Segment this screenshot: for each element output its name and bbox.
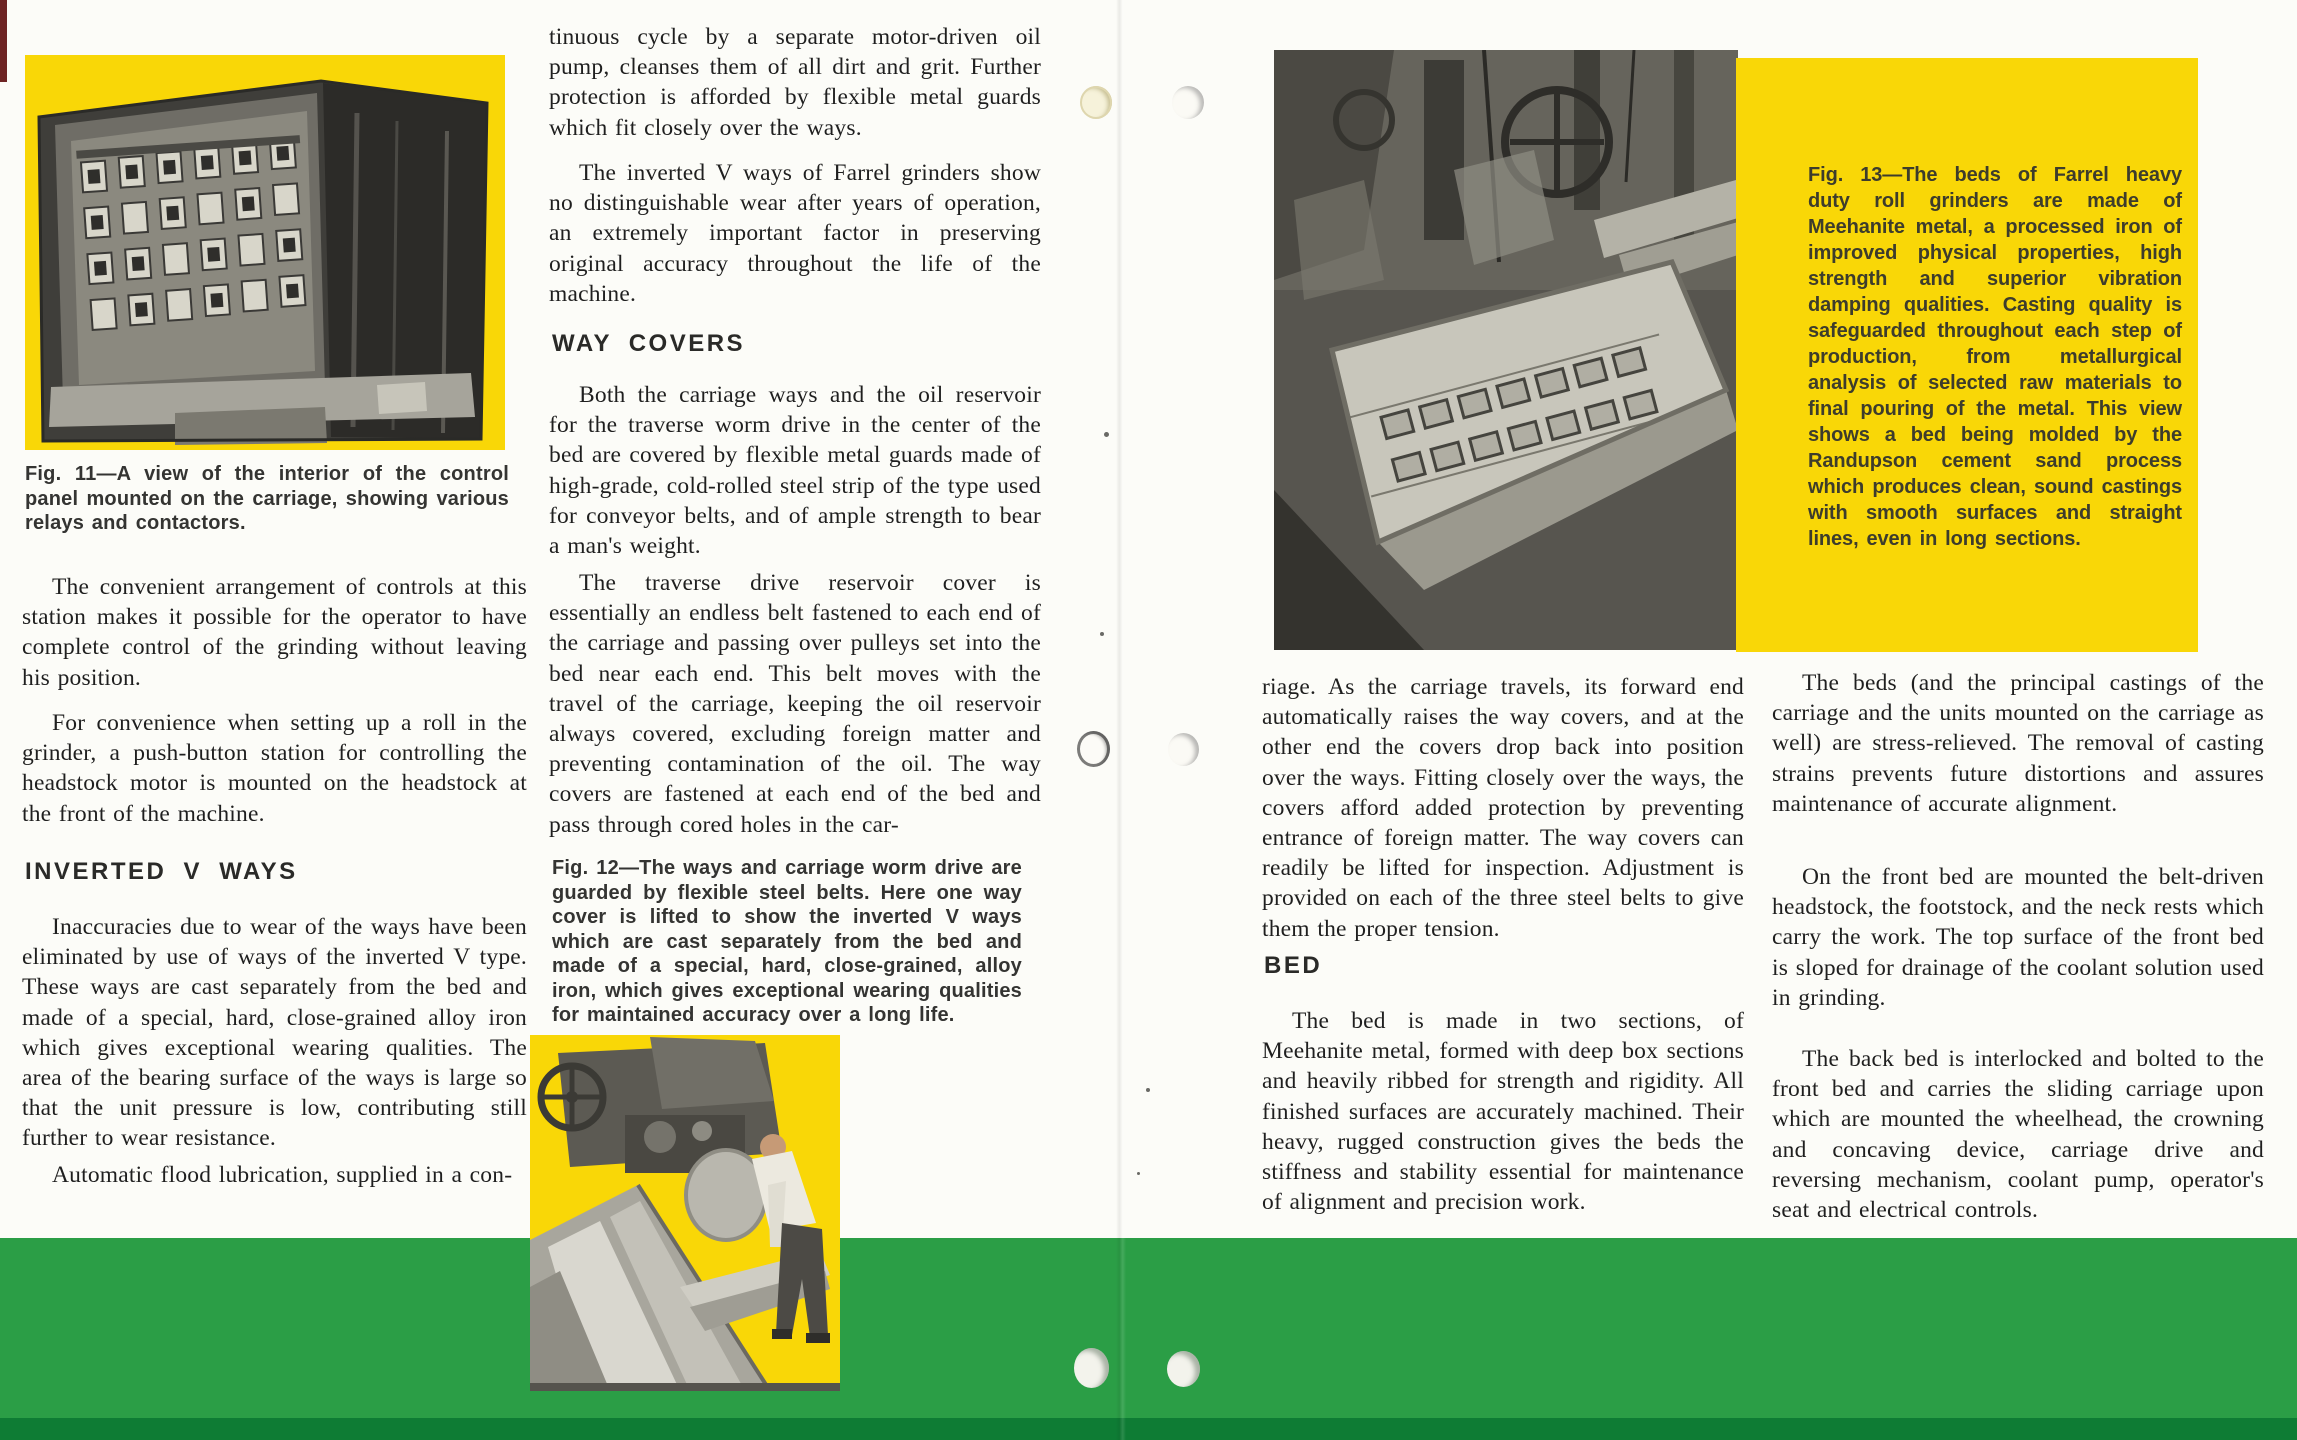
section-heading-bed: BED	[1264, 952, 1323, 979]
hole-punch-bottom-left	[1074, 1348, 1109, 1388]
scan-edge-mark	[0, 0, 7, 82]
body-paragraph-col1-4: Automatic flood lubrication, supplied in a con-	[52, 1162, 513, 1188]
fig11-caption: Fig. 11—A view of the interior of the control panel mounted on the carriage, showing various relays and contactors.	[25, 463, 509, 534]
body-paragraph-col3-1: riage. As the carriage travels, its forward end automatically raises the way covers, and at the other end the covers drop back into position over the ways. Fitting closely over the ways, the covers afford added protection by preventing entrance of foreign matter. The way covers can readily be lifted for inspection. Adjustment is provided on each of the three steel belts to give them the proper tension.	[1262, 674, 1744, 942]
dust-speck	[1146, 1088, 1150, 1092]
hole-punch-middle-left	[1077, 731, 1110, 767]
hole-punch-top-right	[1172, 86, 1204, 119]
body-paragraph-col2-1: tinuous cycle by a separate motor-driven oil pump, cleanses them of all dirt and grit. Further protection is afforded by flexible metal guards which fit closely over the ways.	[549, 24, 1041, 141]
body-paragraph-col4-3: The back bed is interlocked and bolted to the front bed and carries the sliding carriage upon which are mounted the wheelhead, the crowning and concaving device, carriage drive and reversing mechanism, coolant pump, operator's seat and electrical controls.	[1772, 1046, 2264, 1224]
body-paragraph-col4-2: On the front bed are mounted the belt-driven headstock, the footstock, and the neck rests which carry the work. The top surface of the front bed is sloped for drainage of the coolant solution used in grinding.	[1772, 864, 2264, 1011]
control-panel-photo-illustration	[25, 55, 505, 450]
hole-punch-bottom-right	[1167, 1351, 1200, 1387]
section-heading-way-covers: WAY COVERS	[552, 330, 746, 357]
hole-punch-top-left	[1080, 86, 1112, 119]
fig11-photo	[25, 55, 505, 450]
fig12-caption: Fig. 12—The ways and carriage worm drive are guarded by flexible steel belts. Here one way cover is lifted to show the inverted V ways which are cast separately from the bed and made of a special, hard, close-grained, alloy iron, which gives exceptional wearing qualities for maintained accuracy over a long life.	[552, 857, 1022, 1026]
green-footer-band	[0, 1238, 2297, 1440]
body-paragraph-col2-3: Both the carriage ways and the oil reservoir for the traverse worm drive in the center of the bed are covered by flexible metal guards made of high-grade, cold-rolled steel strip of the type used for conveyor belts, and of ample strength to bear a man's weight.	[549, 382, 1041, 560]
body-paragraph-col2-2: The inverted V ways of Farrel grinders show no distinguishable wear after years of operation, an extremely important factor in preserving original accuracy throughout the life of the machine.	[549, 160, 1041, 307]
body-paragraph-col2-4: The traverse drive reservoir cover is essentially an endless belt fastened to each end of the carriage and passing over pulleys set into the bed near each end. This belt moves with the travel of the carriage, keeping the oil reservoir always covered, excluding foreign matter and preventing contamination of the oil. The way covers are fastened at each end of the bed and pass through cored holes in the car-	[549, 570, 1041, 838]
body-paragraph-col1-2: For convenience when setting up a roll in the grinder, a push-button station for controlling the headstock motor is mounted on the headstock at the front of the machine.	[22, 710, 527, 827]
body-paragraph-col1-3: Inaccuracies due to wear of the ways have been eliminated by use of ways of the inverted V type. These ways are cast separately from the bed and made of a special, hard, close-grained alloy iron which gives exceptional wearing qualities. The area of the bearing surface of the ways is large so that the unit pressure is low, contributing still further to wear resistance.	[22, 914, 527, 1152]
fig13-caption-block	[1736, 58, 2198, 652]
body-paragraph-col3-2: The bed is made in two sections, of Meehanite metal, formed with deep box sections and heavily ribbed for strength and rigidity. All finished surfaces are accurately machined. Their heavy, rugged construction gives the beds the stiffness and stability essential for maintenance of alignment and precision work.	[1262, 1008, 1744, 1216]
body-paragraph-col1-1: The convenient arrangement of controls at this station makes it possible for the operator to have complete control of the grinding without leaving his position.	[22, 574, 527, 691]
grinder-machine-photo-illustration	[530, 1035, 840, 1391]
dust-speck	[1137, 1172, 1140, 1175]
fig13-caption: Fig. 13—The beds of Farrel heavy duty roll grinders are made of Meehanite metal, a processed iron of improved physical properties, high strength and superior vibration damping qualities. Casting quality is safeguarded throughout each step of production, from metallurgical analysis of selected raw materials to final pouring of the metal. This view shows a bed being molded by the Randupson cement sand process which produces clean, sound castings with smooth surfaces and straight lines, even in long sections.	[1808, 164, 2182, 550]
page-fold-line	[1116, 0, 1126, 1440]
fig13-photo	[1274, 50, 1738, 650]
section-heading-inverted-v-ways: INVERTED V WAYS	[25, 858, 298, 885]
hole-punch-middle-right	[1168, 733, 1199, 766]
fig12-photo	[530, 1035, 840, 1391]
foundry-photo-illustration	[1274, 50, 1738, 650]
body-paragraph-col4-1: The beds (and the principal castings of the carriage and the units mounted on the carriage as well) are stress-relieved. The removal of casting strains prevents future distortions and assures maintenance of accurate alignment.	[1772, 670, 2264, 817]
dust-speck	[1104, 432, 1109, 437]
dust-speck	[1100, 632, 1104, 636]
green-footer-dark-strip	[0, 1418, 2297, 1440]
